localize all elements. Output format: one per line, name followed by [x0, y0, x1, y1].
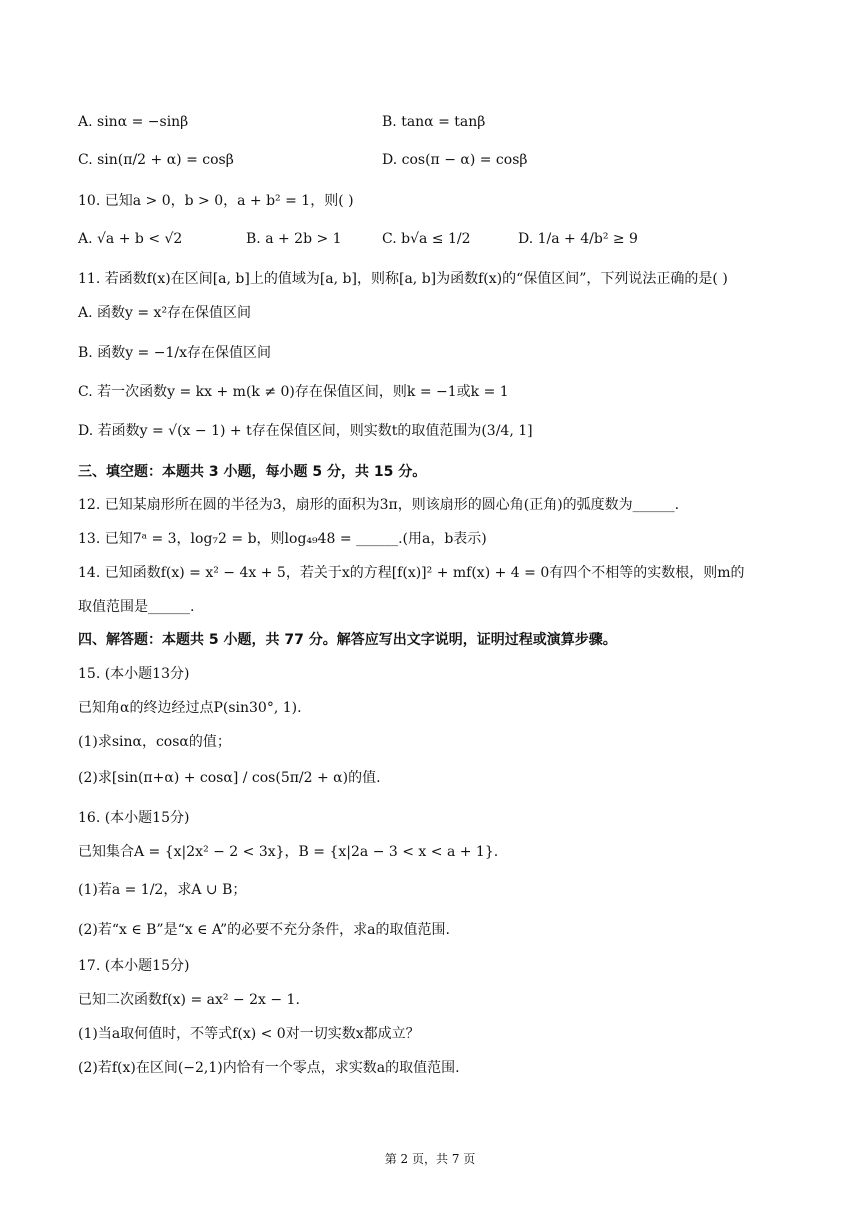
q14-line-1: 14. 已知函数f(x) = x² − 4x + 5，若关于x的方程[f(x)]² + mf(x) + 4 = 0有四个不相等的实数根，则m的: [78, 565, 745, 581]
q10-option-a: A. √a + b < √2: [78, 231, 183, 247]
q10-option-b: B. a + 2b > 1: [246, 231, 342, 247]
q17-part-2: (2)若f(x)在区间(−2,1)内恰有一个零点，求实数a的取值范围.: [78, 1060, 460, 1076]
q12: 12. 已知某扇形所在圆的半径为3，扇形的面积为3π，则该扇形的圆心角(正角)的弧度数为______.: [78, 497, 680, 513]
section-4-heading: 四、解答题：本题共 5 小题，共 77 分。解答应写出文字说明，证明过程或演算步骤。: [78, 632, 617, 648]
q15-header: 15. (本小题13分): [78, 666, 190, 682]
q16-stem: 已知集合A = {x|2x² − 2 < 3x}，B = {x|2a − 3 < x < a + 1}.: [78, 844, 499, 860]
q11-option-d: D. 若函数y = √(x − 1) + t存在保值区间，则实数t的取值范围为(3/4, 1]: [78, 423, 533, 439]
q15-part-1: (1)求sinα，cosα的值；: [78, 734, 231, 750]
q13: 13. 已知7ᵃ = 3，log₇2 = b，则log₄₉48 = ______.(用a，b表示): [78, 531, 487, 547]
q16-part-2: (2)若“x ∈ B”是“x ∈ A”的必要不充分条件，求a的取值范围.: [78, 922, 450, 938]
q11-option-a: A. 函数y = x²存在保值区间: [78, 305, 252, 321]
q16-part-1: (1)若a = 1/2，求A ∪ B；: [78, 882, 247, 898]
q17-header: 17. (本小题15分): [78, 958, 190, 974]
q10-stem: 10. 已知a > 0，b > 0，a + b² = 1，则( ): [78, 193, 354, 209]
page-footer: 第 2 页，共 7 页: [384, 1152, 476, 1166]
q9-option-c: C. sin(π/2 + α) = cosβ: [78, 152, 234, 168]
q9-option-b: B. tanα = tanβ: [382, 114, 486, 130]
q11-option-b: B. 函数y = −1/x存在保值区间: [78, 345, 271, 361]
q10-option-d: D. 1/a + 4/b² ≥ 9: [518, 231, 638, 247]
q14-line-2: 取值范围是______.: [78, 599, 195, 615]
q17-part-1: (1)当a取何值时，不等式f(x) < 0对一切实数x都成立？: [78, 1026, 420, 1042]
q16-header: 16. (本小题15分): [78, 810, 190, 826]
q9-option-d: D. cos(π − α) = cosβ: [382, 152, 528, 168]
q11-option-c: C. 若一次函数y = kx + m(k ≠ 0)存在保值区间，则k = −1或k = 1: [78, 384, 509, 400]
q15-stem: 已知角α的终边经过点P(sin30°, 1).: [78, 700, 302, 716]
q9-option-a: A. sinα = −sinβ: [78, 114, 189, 130]
q10-option-c: C. b√a ≤ 1/2: [382, 231, 471, 247]
section-3-heading: 三、填空题：本题共 3 小题，每小题 5 分，共 15 分。: [78, 464, 427, 480]
q15-part-2: (2)求[sin(π+α) + cosα] / cos(5π/2 + α)的值.: [78, 770, 381, 786]
q17-stem: 已知二次函数f(x) = ax² − 2x − 1.: [78, 992, 300, 1008]
q11-stem: 11. 若函数f(x)在区间[a, b]上的值域为[a, b]，则称[a, b]为函数f(x)的“保值区间”，下列说法正确的是( ): [78, 271, 728, 287]
